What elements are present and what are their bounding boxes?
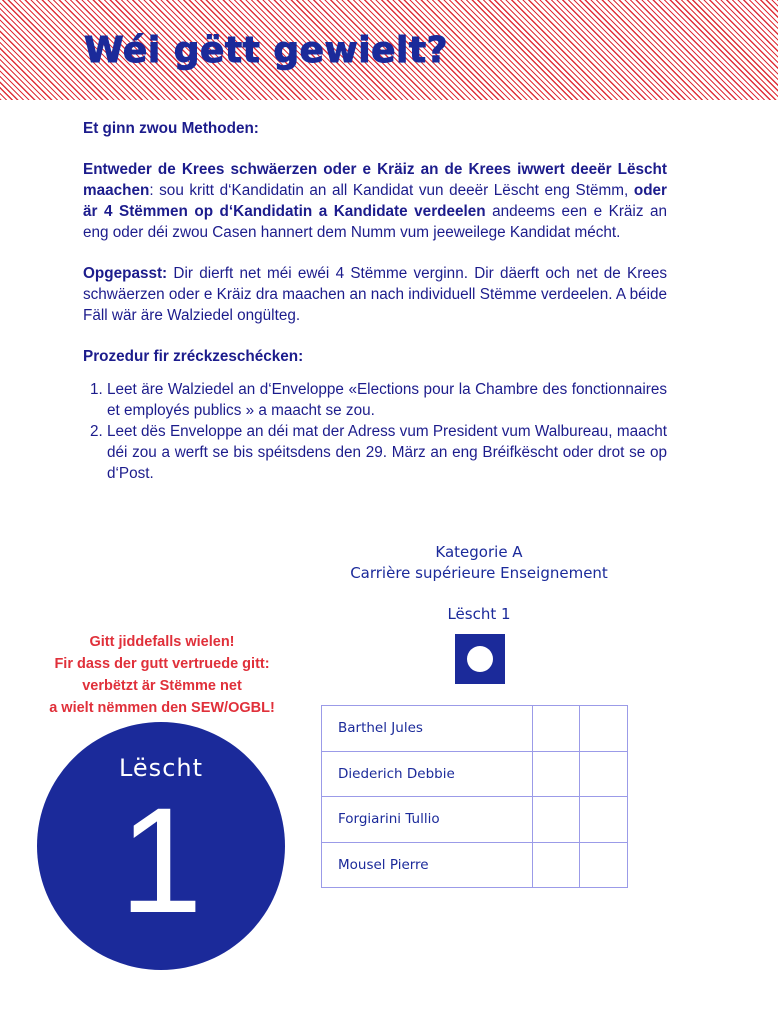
method-text-1: : sou kritt d‘Kandidatin an all Kandidat vun deeër Lëscht eng Stëmm, <box>149 182 634 199</box>
candidate-row <box>322 843 627 889</box>
vote-box[interactable] <box>533 752 580 797</box>
appeal-line: Gitt jiddefalls wielen! <box>89 634 235 650</box>
list-label: Lëscht 1 <box>447 605 511 623</box>
vote-circle-icon <box>467 646 493 672</box>
vote-box[interactable] <box>580 797 627 842</box>
vote-box[interactable] <box>533 797 580 842</box>
category-label: Kategorie A <box>435 543 523 561</box>
list-vote-circle[interactable] <box>455 634 505 684</box>
method-bold-1: Entweder de Krees schwäerzen oder e Kräiz an de Krees iwwert deeër Lëscht maachen <box>83 161 667 199</box>
vote-box[interactable] <box>580 752 627 797</box>
instructions <box>83 118 667 484</box>
methods-heading: Et ginn zwou Methoden: <box>83 120 259 137</box>
vote-box[interactable] <box>580 843 627 888</box>
caution-bold: Opgepasst: <box>83 265 168 282</box>
candidate-name: Diederich Debbie <box>322 752 533 797</box>
method-text-2: andeems een e Kräiz an eng oder déi zwou Casen hannert dem Numm vum jeeweilege Kandidat mécht. <box>83 203 667 241</box>
candidate-row <box>322 797 627 843</box>
vote-appeal <box>22 631 302 719</box>
appeal-line: Fir dass der gutt vertruede gitt: <box>54 656 270 672</box>
caution-paragraph <box>83 263 667 326</box>
procedure-step: 1. Leet äre Walziedel an d‘Enveloppe «Elections pour la Chambre des fonctionnaires et employés publics » a maacht se zou. <box>107 379 667 421</box>
procedure-list <box>83 379 667 484</box>
career-label: Carrière supérieure Enseignement <box>350 564 608 582</box>
appeal-line: verbëtzt är Stëmme net <box>82 678 242 694</box>
list-badge-number: 1 <box>119 776 203 944</box>
candidate-row <box>322 706 627 752</box>
candidate-name: Mousel Pierre <box>322 843 533 888</box>
appeal-line: a wielt nëmmen den SEW/OGBL! <box>49 700 275 716</box>
page-title: Wéi gëtt gewielt? <box>84 30 448 71</box>
candidate-table <box>321 705 628 888</box>
vote-box[interactable] <box>533 843 580 888</box>
procedure-step: 2. Leet dës Enveloppe an déi mat der Adress vum President vum Walbureau, maacht déi zou a werft se bis spéitsdens den 29. März an eng Bréifkëscht oder drot se op d‘Post. <box>107 421 667 484</box>
vote-box[interactable] <box>533 706 580 751</box>
list-badge-word: Lëscht <box>118 754 204 782</box>
method-bold-2: oder är 4 Stëmmen op d‘Kandidatin a Kandidate verdeelen <box>83 182 667 220</box>
vote-box[interactable] <box>580 706 627 751</box>
ballot-category <box>300 542 658 584</box>
caution-text: Dir dierft net méi ewéi 4 Stëmme verginn. Dir däerft och net de Krees schwäerzen oder e Kräiz dra maachen an nach individuell Stëmme verdeelen. A béide Fäll wär äre Walziedel ongülteg. <box>83 265 667 324</box>
candidate-name: Barthel Jules <box>322 706 533 751</box>
procedure-heading: Prozedur fir zréckzeschécken: <box>83 348 304 365</box>
method-paragraph <box>83 159 667 243</box>
candidate-name: Forgiarini Tullio <box>322 797 533 842</box>
candidate-row <box>322 752 627 798</box>
list-badge <box>37 722 285 970</box>
